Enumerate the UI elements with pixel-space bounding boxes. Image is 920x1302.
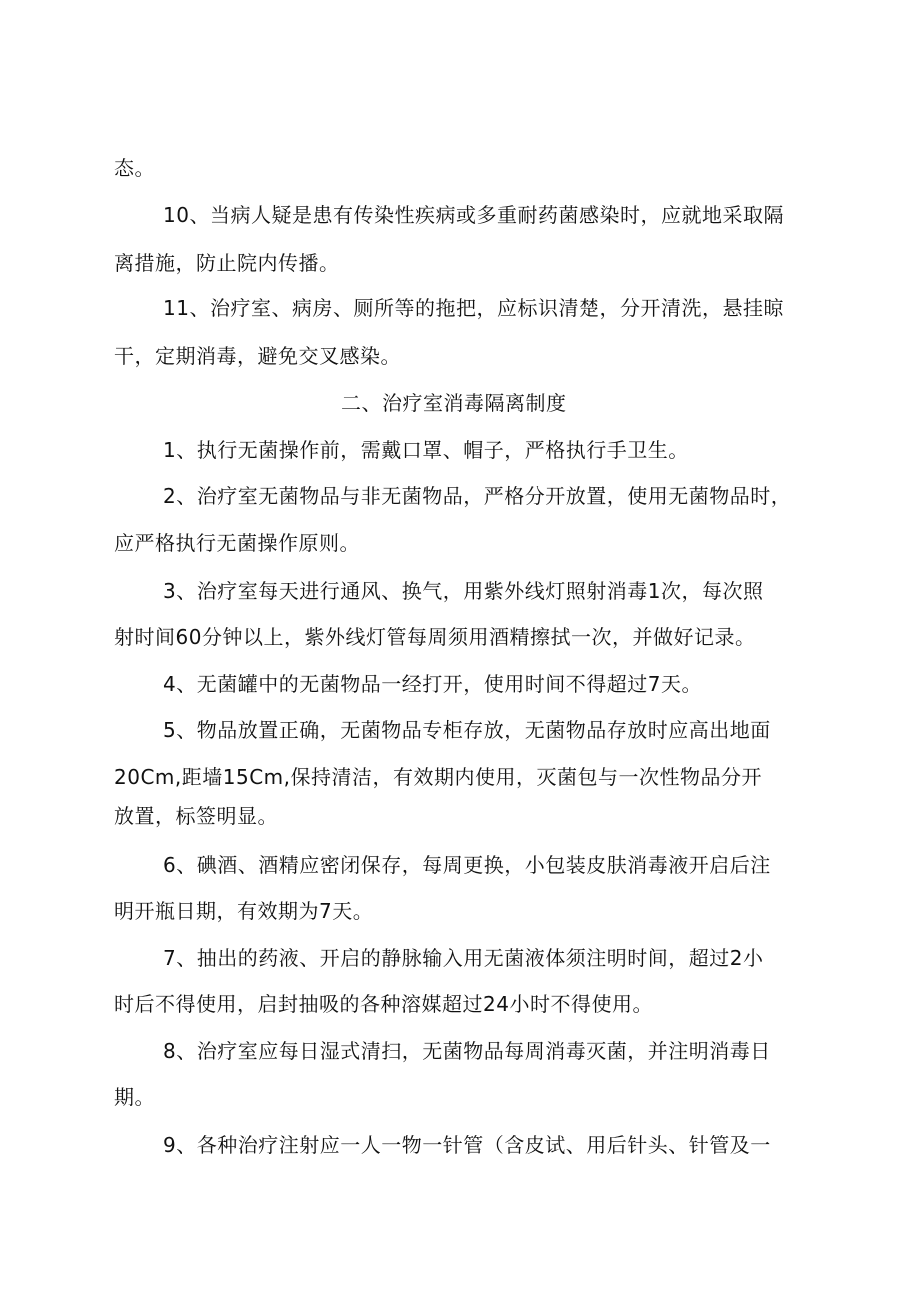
text-line: 射时间60分钟以上，紫外线灯管每周须用酒精擦拭一次，并做好记录。 — [114, 625, 756, 649]
text-line: 9、各种治疗注射应一人一物一针管（含皮试、用后针头、针管及一 — [163, 1133, 771, 1157]
text-line: 放置，标签明显。 — [114, 804, 278, 828]
text-line: 7、抽出的药液、开启的静脉输入用无菌液体须注明时间，超过2小 — [163, 946, 764, 970]
text-line: 态。 — [114, 156, 155, 180]
text-line: 5、物品放置正确，无菌物品专柜存放，无菌物品存放时应高出地面 — [163, 718, 771, 742]
text-line: 明开瓶日期，有效期为7天。 — [114, 899, 374, 923]
text-line: 3、治疗室每天进行通风、换气，用紫外线灯照射消毒1次，每次照 — [163, 579, 764, 603]
text-line: 11、治疗室、病房、厕所等的拖把，应标识清楚，分开清洗，悬挂晾 — [163, 296, 784, 320]
text-line: 1、执行无菌操作前，需戴口罩、帽子，严格执行手卫生。 — [163, 438, 689, 462]
text-line: 时后不得使用，启封抽吸的各种溶媒超过24小时不得使用。 — [114, 992, 653, 1016]
text-line: 20Cm,距墙15Cm,保持清洁，有效期内使用，灭菌包与一次性物品分开 — [114, 765, 763, 789]
text-line: 8、治疗室应每日湿式清扫，无菌物品每周消毒灭菌，并注明消毒日 — [163, 1039, 771, 1063]
text-line: 10、当病人疑是患有传染性疾病或多重耐药菌感染时，应就地采取隔 — [163, 203, 784, 227]
text-line: 4、无菌罐中的无菌物品一经打开，使用时间不得超过7天。 — [163, 672, 702, 696]
section-heading: 二、治疗室消毒隔离制度 — [341, 391, 567, 415]
text-line: 干，定期消毒，避免交叉感染。 — [114, 344, 401, 368]
text-line: 期。 — [114, 1085, 155, 1109]
text-line: 2、治疗室无菌物品与非无菌物品，严格分开放置，使用无菌物品时， — [163, 484, 792, 508]
text-line: 应严格执行无菌操作原则。 — [114, 531, 360, 555]
text-line: 离措施，防止院内传播。 — [114, 251, 340, 275]
text-line: 6、碘酒、酒精应密闭保存，每周更换，小包装皮肤消毒液开启后注 — [163, 853, 771, 877]
